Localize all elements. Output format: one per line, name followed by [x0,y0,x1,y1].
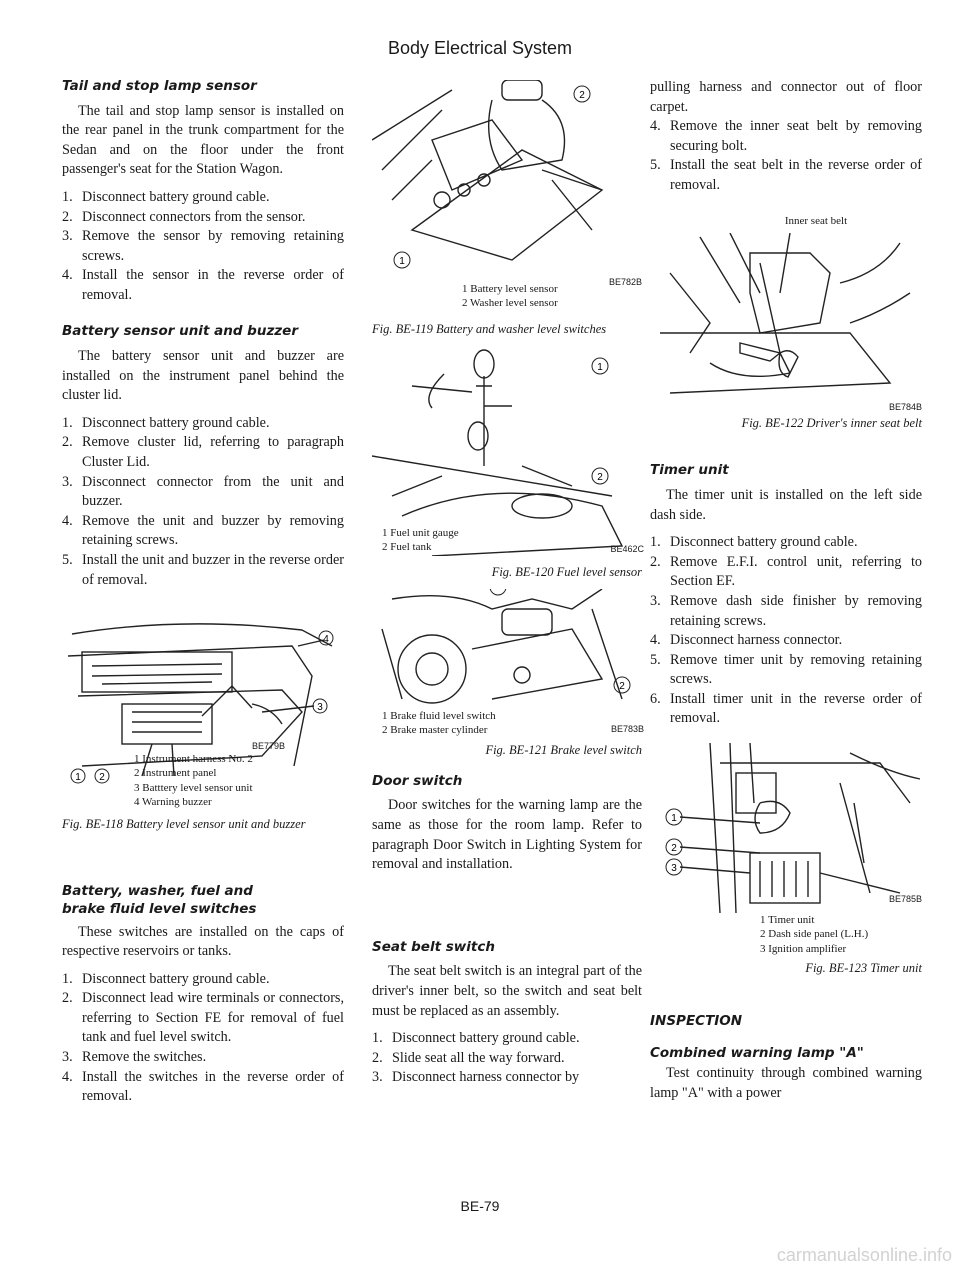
step-item: 1. Disconnect battery ground cable. [62,414,270,431]
svg-text:2: 2 [99,772,105,784]
figure-code: BE783B [610,724,644,735]
figure-legend: 1 Brake fluid level switch 2 Brake master cylinder [382,710,496,737]
svg-text:2: 2 [619,681,625,693]
step-item: 2. Remove cluster lid, referring to paragraph Cluster Lid. [62,434,344,470]
switch-intro: These switches are installed on the caps of respective reservoirs or tanks. [62,923,344,960]
svg-text:3: 3 [671,863,677,875]
buzzer-steps [62,414,344,590]
svg-text:1: 1 [399,256,405,267]
step-item: 1. Disconnect battery ground cable. [62,188,270,205]
figure-caption-be121: Fig. BE-121 Brake level switch [485,742,642,757]
watermark: carmanualsonline.info [776,1245,952,1265]
step-item: 4. Install the switches in the reverse order of removal. [62,1068,344,1105]
step-item: 4. Remove the inner seat belt by removing securing bolt. [650,118,922,154]
figure-code: BE784B [888,401,922,412]
svg-text:1: 1 [75,772,81,784]
step-item: 4. Remove the unit and buzzer by removing retaining screws. [62,512,344,549]
step-item: 3. Disconnect connector from the unit and buzzer. [62,473,344,510]
switch-steps [62,970,344,1107]
step-item: 1. Disconnect battery ground cable. [372,1030,580,1047]
figure-label-inner-seat-belt: Inner seat belt [784,214,848,227]
step-item: 2. Disconnect connectors from the sensor. [62,208,306,225]
svg-text:1: 1 [671,813,677,825]
figure-legend: 1 Fuel unit gauge 2 Fuel tank [382,526,459,554]
figure-be121 [372,589,642,738]
seat-steps-continued [650,117,922,195]
step-item: 2. Remove E.F.I. control unit, referring to Section EF. [650,553,922,590]
step-item: 3. Remove the sensor by removing retaining screws. [62,228,344,264]
figure-legend: 1 Instrument harness No. 2 2 Instrument panel 3 Batttery level sensor unit 4 Warning buzzer [134,753,253,809]
section-title-inspection: INSPECTION [650,1013,743,1030]
figure-be120 [372,346,642,556]
step-item: 2. Slide seat all the way forward. [372,1049,565,1066]
timer-steps [650,533,922,729]
section-title-battery-sensor: Battery sensor unit and buzzer [62,323,298,340]
figure-be119 [372,80,642,311]
brake-master-illustration [372,589,642,709]
battery-washer-illustration [372,80,612,270]
svg-text:3: 3 [317,702,323,714]
step-item: 2. Disconnect lead wire terminals or connectors, referring to Section FE for removal of fuel tank and fuel level switch. [62,990,344,1046]
figure-code: BE785B [888,894,922,905]
section-title-seat-belt-switch: Seat belt switch [372,938,495,955]
buzzer-intro: The battery sensor unit and buzzer are installed on the instrument panel behind the cluster lid. [62,348,344,404]
figure-caption-be119: Fig. BE-119 Battery and washer level switches [372,321,607,336]
section-title-tail-sensor: Tail and stop lamp sensor [62,78,257,94]
step-item: 3. Remove the switches. [62,1049,207,1066]
tail-intro: The tail and stop lamp sensor is installed on the rear panel in the trunk compartment for the Sedan and on the floor under the front passenger's seat for the Station Wagon. [62,102,344,178]
tail-steps [62,188,344,306]
timer-unit-illustration [650,743,922,913]
inner-seat-belt-illustration [650,233,922,403]
figure-code: BE462C [610,543,644,554]
figure-legend: 1 Battery level sensor 2 Washer level sensor [462,283,558,310]
svg-text:2: 2 [671,843,677,855]
section-title-combined-warning-lamp: Combined warning lamp "A" [650,1044,864,1061]
figure-caption-be120: Fig. BE-120 Fuel level sensor [491,564,642,579]
figure-caption-be123: Fig. BE-123 Timer unit [805,960,922,975]
column-right [650,78,922,1111]
fuel-tank-illustration [372,346,642,556]
step-item: 1. Disconnect battery ground cable. [62,970,270,987]
page-header: Body Electrical System [387,38,573,58]
timer-intro: The timer unit is installed on the left side dash side. [650,486,922,523]
figure-caption-be122: Fig. BE-122 Driver's inner seat belt [741,416,922,431]
column-left [62,78,344,1125]
lamp-text: Test continuity through combined warning lamp "A" with a power [650,1065,922,1101]
svg-text:1: 1 [597,361,603,373]
step-item: 3. Remove dash side finisher by removing retaining screws. [650,592,922,629]
figure-code: BE779B [252,741,286,752]
continued-text: pulling harness and connector out of floor carpet. [650,79,922,115]
seat-text: The seat belt switch is an integral part of the driver's inner belt, so the switch and seat belt must be replaced as an assembly. [372,963,642,1019]
section-title-level-switches: Battery, washer, fuel and brake fluid level switches [62,883,257,917]
figure-caption-be118: Fig. BE-118 Battery level sensor unit and buzzer [62,817,306,832]
step-item: 5. Install the unit and buzzer in the reverse order of removal. [62,551,344,588]
step-item: 4. Disconnect harness connector. [650,632,843,649]
door-text: Door switches for the warning lamp are the same as those for the room lamp. Refer to paragraph Door Switch in Lighting System for removal and installation. [372,797,642,873]
column-middle [372,80,642,1106]
step-item: 5. Remove timer unit by removing retaining screws. [650,651,922,688]
svg-text:2: 2 [579,90,585,101]
step-item: 3. Disconnect harness connector by [372,1069,580,1086]
figure-be123 [650,743,922,956]
figure-be118 [62,616,344,809]
page-number: BE-79 [460,1198,500,1214]
figure-code: BE782B [608,277,642,287]
figure-legend: 1 Timer unit 2 Dash side panel (L.H.) 3 Ignition amplifier [760,914,869,955]
section-title-timer-unit: Timer unit [650,462,729,479]
step-item: 4. Install the sensor in the reverse order of removal. [62,267,344,303]
step-item: 5. Install the seat belt in the reverse order of removal. [650,157,922,193]
seat-steps [372,1029,642,1088]
step-item: 6. Install timer unit in the reverse order of removal. [650,690,922,727]
figure-be122 [650,233,922,413]
step-item: 1. Disconnect battery ground cable. [650,534,858,551]
svg-text:4: 4 [323,634,329,646]
svg-text:2: 2 [597,471,603,483]
section-title-door-switch: Door switch [372,772,463,789]
